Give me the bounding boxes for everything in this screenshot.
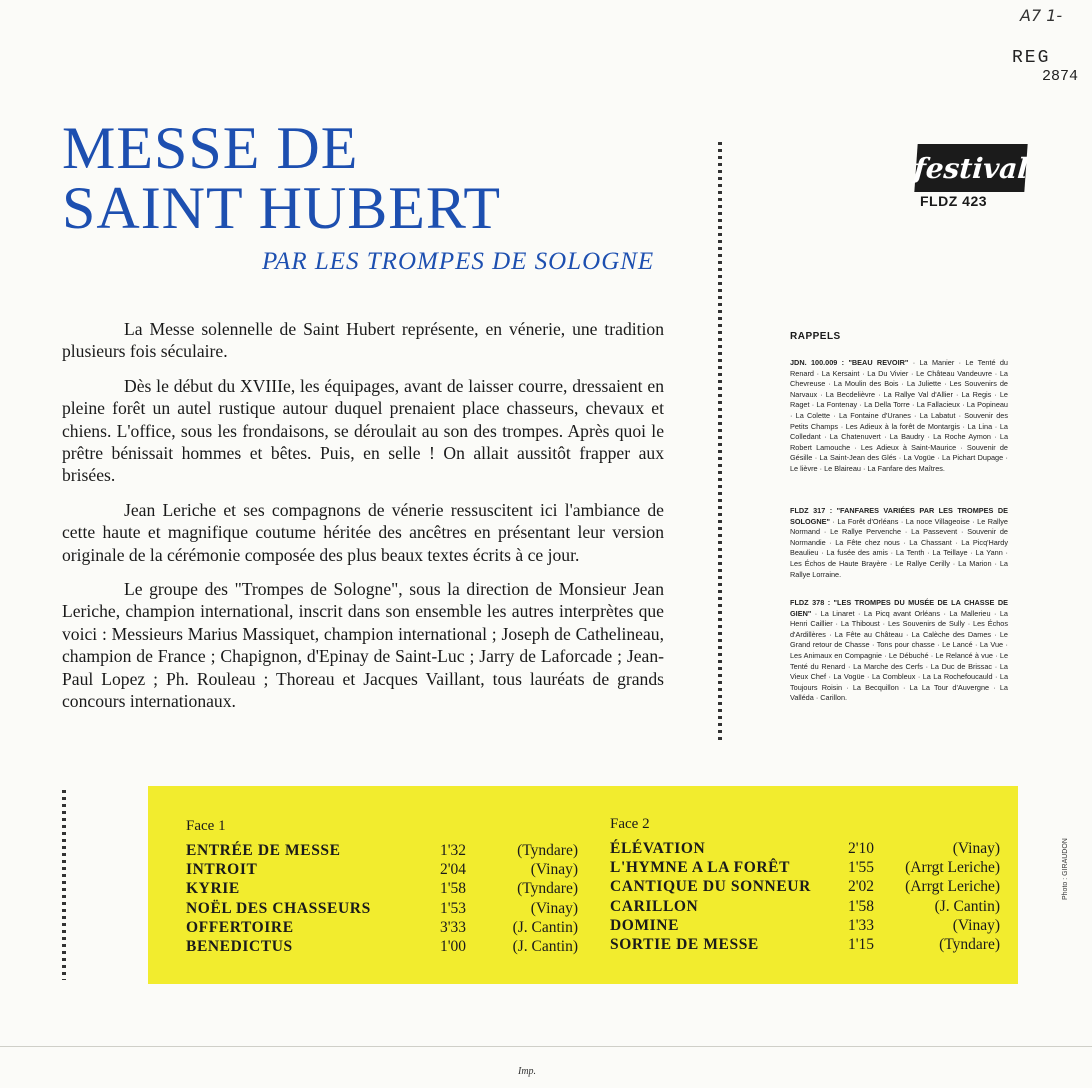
track-duration: 1'53: [440, 899, 467, 917]
track-title: CARILLON: [610, 897, 699, 915]
track-duration: 1'58: [440, 880, 467, 898]
track-composer: (Tyndare): [517, 842, 578, 859]
track-composer: (Arrgt Leriche): [905, 878, 1000, 896]
track-title: OFFERTOIRE: [186, 918, 294, 936]
track-composer: (Vinay): [952, 916, 1000, 934]
liner-paragraph: Jean Leriche et ses compagnons de vénerie ressuscitent ici l'ambiance de cette haute et magnifique coutume héritée des ancêtres en présentant leur version originale de la cérémonie composée des plus beaux textes écrits à ce jour.: [62, 499, 664, 565]
track-title: NOËL DES CHASSEURS: [186, 899, 371, 917]
track-title: SORTIE DE MESSE: [610, 936, 759, 953]
rappel-code: FLDZ 317 : "FANFARES VARIÉES PAR LES TROMPES DE SOLOGNE": [790, 506, 1008, 526]
track-duration: 2'04: [440, 861, 467, 879]
track-composer: (Arrgt Leriche): [905, 859, 1000, 877]
reg-number: 2874: [1042, 68, 1079, 85]
rappel-code: JDN. 100.009 : "BEAU REVOIR": [790, 358, 909, 367]
track-duration: 1'15: [848, 936, 875, 953]
rappel-entry: [790, 358, 1008, 475]
track-composer: (Vinay): [530, 899, 578, 917]
face-1-label: Face 1: [186, 818, 226, 834]
track-composer: (J. Cantin): [934, 897, 1000, 915]
track-composer: (Tyndare): [517, 880, 578, 898]
track-title: KYRIE: [186, 880, 240, 898]
face-2-label: Face 2: [610, 816, 650, 832]
rappel-code: FLDZ 378 : "LES TROMPES DU MUSÉE DE LA CHASSE DE GIEN": [790, 598, 1008, 618]
liner-paragraph: La Messe solennelle de Saint Hubert représente, en vénerie, une tradition plusieurs fois séculaire.: [62, 319, 664, 362]
track-duration: 3'33: [440, 918, 467, 936]
track-duration: 2'10: [848, 840, 875, 857]
rappels-heading: RAPPELS: [790, 331, 841, 342]
festival-logo: festival: [914, 144, 1027, 192]
track-title: INTROIT: [186, 861, 258, 879]
track-title: L'HYMNE A LA FORÊT: [610, 859, 791, 877]
liner-paragraph: Dès le début du XVIIIe, les équipages, avant de laisser courre, dressaient en pleine forêt un autel rustique autour duquel prenaient place chasseurs, chevaux et chiens. L'office, sous les frondaisons, se déroulait au son des trompes. Après quoi le prêtre bénissait hommes et bêtes. Puis, en selle ! On allait aussitôt frapper aux brisées.: [62, 375, 664, 486]
title-line-2: SAINT HUBERT: [62, 175, 501, 241]
track-composer: (J. Cantin): [512, 918, 578, 936]
rappel-text: · La Manier · Le Tenté du Renard · La Kersaint · La Du Vivier · Le Château Vandeuvre · La Chevreuse · La Moulin des Bois · La Juliette · Les Souvenirs de Narvaux · La Becdelièvre · La Rallye Val d'Allier · La Regis · Le Raget · La Fontenay · La Della Torre · La Fallacieux · La Popineau · La Colette · La Fontaine d'Uranes · La Labatut · Souvenir des Petits Champs · Les Adieux à la forêt de Montargis · La Lina · La Colledant · La Chatenuvert · La Baudry · La Roche Aymon · La Robert Lamouche · Les Adieux à Saint-Maurice · Souvenir de Gésille · La Saint-Jean des Glés · La Vogüe · La Pichart Dupage · Le lièvre · Le Blaireau · La Fanfare des Maîtres.: [790, 358, 1008, 473]
track-composer: (Vinay): [952, 840, 1000, 857]
subtitle: PAR LES TROMPES DE SOLOGNE: [262, 248, 655, 275]
reg-stamp: REG: [1012, 48, 1051, 68]
track-title: ENTRÉE DE MESSE: [186, 842, 341, 859]
track-duration: 1'32: [440, 842, 467, 859]
catalog-number: FLDZ 423: [920, 193, 988, 209]
track-title: CANTIQUE DU SONNEUR: [610, 878, 811, 896]
track-duration: 1'58: [848, 897, 875, 915]
track-title: DOMINE: [610, 916, 680, 934]
track-title: BENEDICTUS: [186, 938, 293, 955]
title-line-1: MESSE DE: [62, 115, 359, 181]
rappel-entry: [790, 598, 1008, 704]
track-composer: (Vinay): [530, 861, 578, 879]
handwritten-note: A7 1-: [1020, 6, 1063, 25]
rappel-text: · La Linaret · La Picq avant Orléans · La Mallerieu · La Henri Caillier · La Thiboust · Les Souvenirs de Sully · Les Échos d'Ardillères · La Fête au Château · La Calèche des Dames · Le Grand retour de Chasse · Tons pour chasse · Le Lancé · La Vue · Les Animaux en Compagnie · Le Débuché · Le Relancé à vue · Le Tenté du Renard · La Marche des Cerfs · La Duc de Brissac · La Vieux Chef · La Vogüe · La Combleux · La La Rochefoucauld · La Toujours Roisin · La Becquillon · La La Tour d'Auvergne · La Valléda · Carillon.: [790, 608, 1008, 703]
track-duration: 1'00: [440, 938, 467, 955]
chain-divider-small: [62, 790, 66, 980]
chain-divider-vertical: [718, 142, 722, 742]
sleeve-edge: [0, 1046, 1092, 1057]
imprint-mark: Imp.: [518, 1066, 537, 1077]
track-duration: 1'33: [848, 916, 875, 934]
liner-notes: [62, 318, 664, 725]
track-duration: 2'02: [848, 878, 875, 896]
rappel-entry: [790, 506, 1008, 580]
track-composer: (J. Cantin): [512, 938, 578, 955]
track-duration: 1'55: [848, 859, 875, 877]
liner-paragraph: Le groupe des "Trompes de Sologne", sous la direction de Monsieur Jean Leriche, champion international, inscrit dans son ensemble les autres interprètes que voici : Messieurs Marius Massiquet, champion international ; Joseph de Cathelineau, champion de France ; Chapignon, d'Epinay de Saint-Luc ; Jarry de Laforcade ; Jean-Paul Lopez ; Ph. Rouleau ; Thoreau et Jacques Vaillant, tous lauréats de grands concours internationaux.: [62, 579, 664, 712]
track-composer: (Tyndare): [939, 936, 1000, 953]
photo-credit: Photo : GIRAUDON: [1062, 838, 1069, 900]
rappel-text: · La Forêt d'Orléans · La noce Villageoise · Le Rallye Normand · Le Rallye Pervenche · La Passevent · Souvenir de Normandie · La Fête chez nous · La Chassant · La Picq'Hardy Beaulieu · La fusée des amis · La Tenth · La Teillaye · La Yann · Les Échos de Haute Brayère · Le Rallye Cerilly · La Marion · La Rallye Lorraine.: [790, 516, 1008, 579]
track-title: ÉLÉVATION: [610, 840, 706, 857]
